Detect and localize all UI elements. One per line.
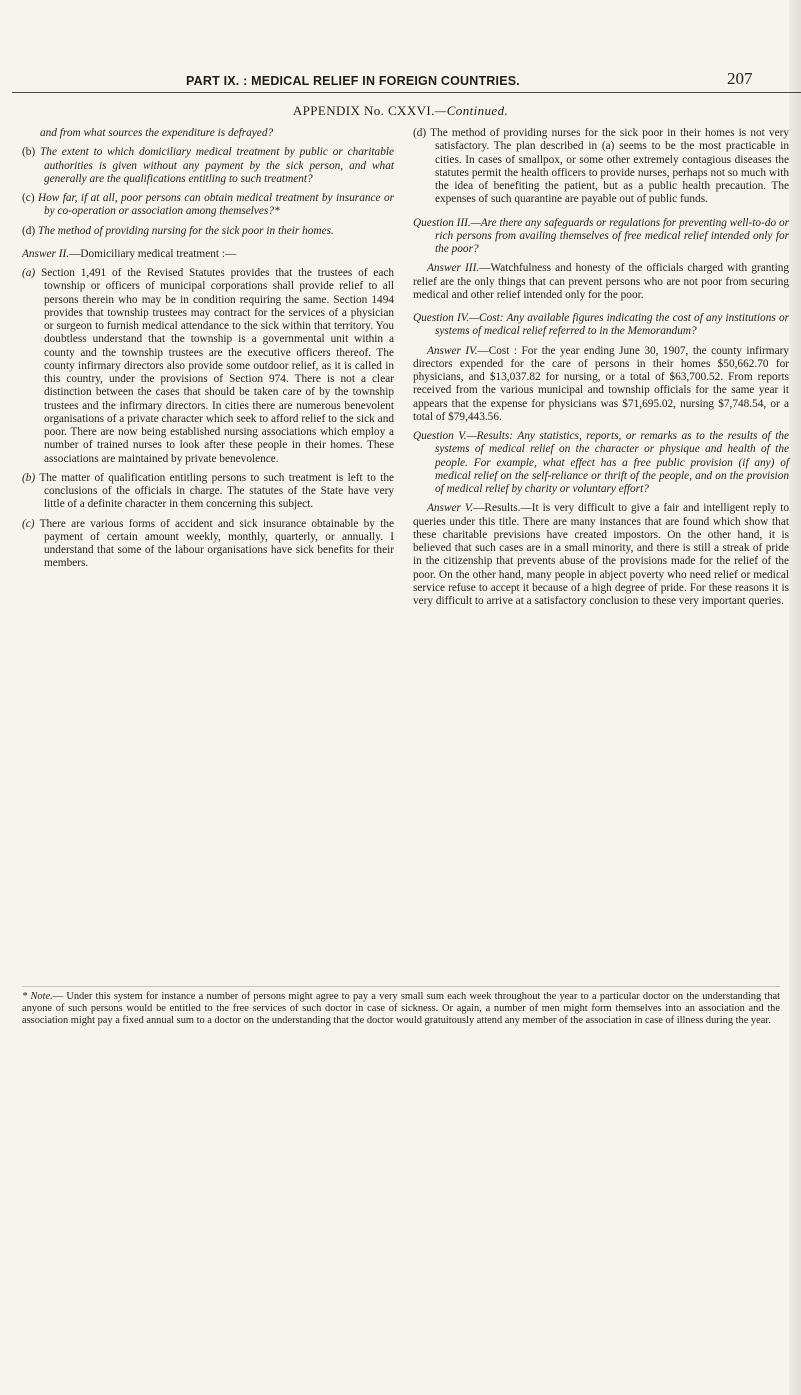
footnote — [22, 991, 780, 1028]
answer-iv — [413, 345, 789, 425]
right-column — [413, 127, 789, 614]
footnote-marker: * Note. — [22, 991, 53, 1002]
question-b-label: (b) — [22, 146, 36, 159]
answer-iv-label: Answer IV. — [427, 344, 478, 357]
question-iii: Question III.—Are there any safeguards or regulations for preventing well-to-do or rich persons from availing themselves of free medical relief intended only for the poor? — [413, 216, 789, 255]
question-d-text: The method of providing nursing for the sick poor in their homes. — [38, 224, 334, 237]
appendix-heading — [0, 103, 801, 119]
question-v: Question V.—Results: Any statistics, reports, or remarks as to the results of the systems of medical relief on the character or physique and health of the people. For example, what effect has a free public provision (if any) of medical relief on the self-reliance or thrift of the people, and on the provision of medical relief by charity or voluntary effort? — [413, 430, 789, 495]
footnote-rule — [22, 986, 780, 987]
answer-ii-intro: —Domiciliary medical treatment :— — [69, 247, 237, 260]
answer-ii-heading — [22, 248, 394, 261]
answer-ii-d-label: (d) — [413, 127, 427, 139]
page-edge — [789, 0, 801, 1395]
question-b-text: The extent to which domiciliary medical treatment by public or charitable authorities is given without any payment by the sick person, and what generally are the qualifications entitling to such treatment? — [40, 146, 394, 185]
answer-ii-d — [413, 127, 789, 207]
answer-iv-text: —Cost : For the year ending June 30, 1907, the county infirmary directors expended for the care of persons in their homes $50,662.70 for physicians, and $13,037.82 for nursing, or a total of $63,700.52. From reports received from the various municipal and township officials for the same year it appears that the expense for physicians was $71,695.02, nursing $7,748.54, or a total of $79,443.56. — [413, 344, 789, 423]
question-c-text: How far, if at all, poor persons can obtain medical treatment by insurance or by co-operation or association among themselves?* — [37, 192, 394, 218]
question-c-label: (c) — [22, 192, 35, 204]
answer-ii-a-label: (a) — [22, 267, 36, 279]
running-head — [0, 62, 801, 96]
question-a-continuation: and from what sources the expenditure is defrayed? — [40, 127, 274, 139]
question-c — [22, 192, 394, 219]
question-d — [22, 225, 394, 238]
page-number: 207 — [727, 69, 753, 88]
answer-iii — [413, 262, 789, 302]
running-head-title: PART IX. : MEDICAL RELIEF IN FOREIGN COUNTRIES. — [186, 74, 520, 88]
answer-v-label: Answer V. — [427, 502, 474, 515]
answer-ii-b-label: (b) — [22, 471, 36, 484]
question-d-label: (d) — [22, 224, 36, 237]
answer-iii-label: Answer III. — [427, 262, 480, 275]
answer-ii-c — [22, 518, 394, 571]
answer-ii-b — [22, 472, 394, 512]
footnote-text: — Under this system for instance a number of persons might agree to pay a very small sum each week throughout the year to a particular doctor on the understanding that anyone of such persons would be entitled to the free services of such doctor in case of sickness. Or again, a number of men might form themselves into an association and the association might pay a fixed annual sum to a doctor on the understanding that the doctor would gratuitously attend any member of the association in case of illness during the year. — [22, 991, 781, 1027]
answer-ii-b-text: The matter of qualification entitling persons to such treatment is left to the conclusions of the officials in charge. The statutes of the State have very little of a definite character in them concerning this subject. — [39, 471, 394, 511]
appendix-continued: —Continued. — [434, 103, 509, 118]
answer-ii-label: Answer II. — [22, 247, 70, 260]
answer-ii-c-text: There are various forms of accident and sick insurance obtainable by the payment of certain amount weekly, monthly, quarterly, or annually. I understand that some of the labour organisations have sick benefits for their members. — [39, 517, 394, 570]
answer-v-text: —Results.—It is very difficult to give a fair and intelligent reply to queries under this title. There are many instances that are found which show that these charitable previsions have created impostors. On the other hand, it is believed that such cases are in a small minority, and there is still a streak of pride in the citizenship that prevents abuse of the provisions made for the relief of the poor. On the other hand, many people in abject poverty who need relief or medical service refuse to accept it because of a high degree of pride. For these reasons it is very difficult to arrive at a satisfactory conclusion to these very important queries. — [413, 502, 789, 607]
answer-v — [413, 502, 789, 608]
left-column — [22, 127, 394, 577]
question-b — [22, 146, 394, 186]
answer-ii-a — [22, 267, 394, 466]
header-rule — [12, 92, 801, 93]
answer-ii-a-text: Section 1,491 of the Revised Statutes provides that the trustees of each township or officers of municipal corporations shall provide relief to all persons therein who may be in condition requiring the same. Section 1494 provides that township trustees may contract for the services of a physician or surgeon to furnish medical attendance to the sick within that territory. You doubtless understand that the township is a governmental unit within a county and the township trustees are the executive officers thereof. The county infirmary directors also provide some outdoor relief, as it is called in this country, under the provisions of Section 974. There is not a clear distinction between the cases that should be taken care of by the township trustees and the infirmary directors. In cities there are numerous benevolent organisations of a private character which seek to afford relief to the sick and poor. There are now being established nursing associations which employ a number of trained nurses to look after these people in their homes. These associations are maintained by private benevolence. — [41, 267, 394, 465]
answer-ii-d-text: The method of providing nurses for the sick poor in their homes is not very satisfactory. The plan described in (a) seems to be the most practicable in cities. In cases of smallpox, or some other extremely contagious diseases the statutes permit the health officers to provide nurses, perhaps not so much with the idea of benefiting the patient, but as a public health precaution. The expenses of such quarantine are payable out of public funds. — [430, 127, 789, 206]
answer-iii-text: —Watchfulness and honesty of the officials charged with granting relief are the only things that can prevent persons who are not poor from securing medical and other relief intended only for the poor. — [413, 262, 789, 301]
question-iv: Question IV.—Cost: Any available figures indicating the cost of any institutions or systems of medical relief referred to in the Memorandum? — [413, 312, 789, 338]
appendix-title: APPENDIX No. CXXVI. — [292, 103, 435, 118]
answer-ii-c-label: (c) — [22, 517, 35, 530]
